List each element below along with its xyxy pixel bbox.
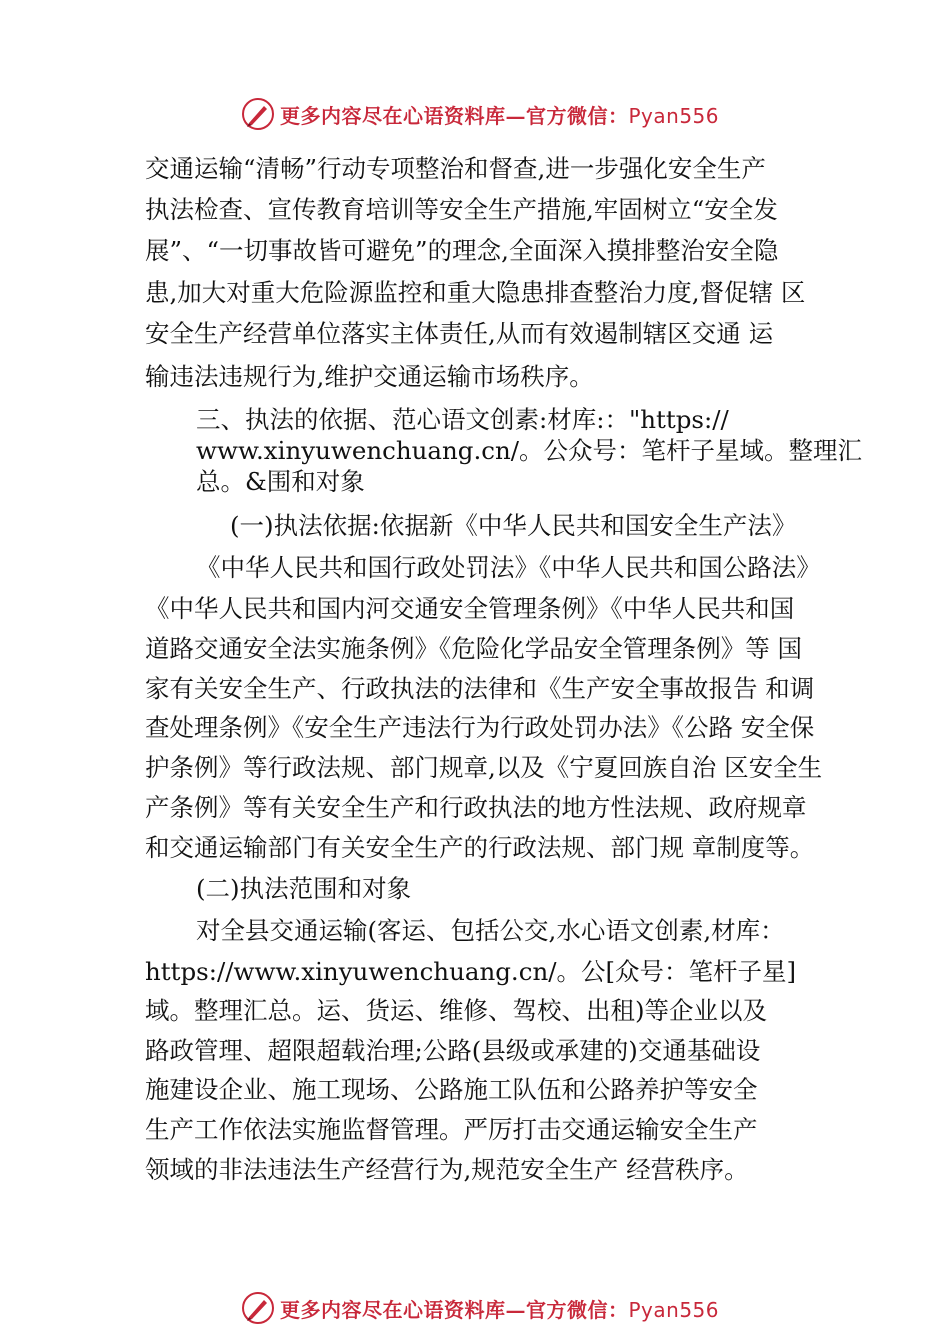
pen-logo-icon [240, 96, 276, 132]
body-line: 和交通运输部门有关安全生产的行政法规、部门规 章制度等。 [145, 833, 815, 862]
body-line: 道路交通安全法实施条例》《危险化学品安全管理条例》等 国 [145, 634, 803, 663]
page-footer-watermark [240, 1288, 719, 1328]
pen-logo-icon [240, 1290, 276, 1326]
body-line: 生产工作依法实施监督管理。严厉打击交通运输安全生产 [145, 1115, 758, 1144]
footer-label: 官方微信： [526, 1297, 629, 1322]
footer-separator: — [505, 1297, 526, 1322]
page-header-watermark [240, 94, 719, 134]
body-line: 查处理条例》《安全生产违法行为行政处罚办法》《公路 安全保 [145, 713, 815, 742]
body-line: 施建设企业、施工现场、公路施工队伍和公路养护等安全 [145, 1075, 758, 1104]
body-line: 路政管理、超限超载治理;公路(县级或承建的)交通基础设 [145, 1036, 761, 1065]
body-line: 产条例》等有关安全生产和行政执法的地方性法规、政府规章 [145, 793, 807, 822]
header-account: Pyan556 [628, 103, 720, 128]
header-brand: 更多内容尽在心语资料库 [280, 103, 506, 128]
body-line: https://www.xinyuwenchuang.cn/。公[众号：笔杆子星] [145, 957, 797, 986]
footer-brand: 更多内容尽在心语资料库 [280, 1297, 506, 1322]
body-line: 域。整理汇总。运、货运、维修、驾校、出租)等企业以及 [145, 996, 768, 1025]
body-line: 《中华人民共和国内河交通安全管理条例》《中华人民共和国 [145, 594, 795, 623]
body-line: 患,加大对重大危险源监控和重大隐患排查整治力度,督促辖 区 [145, 278, 806, 307]
body-line: 家有关安全生产、行政执法的法律和《生产安全事故报告 和调 [145, 674, 815, 703]
section-heading-line: www.xinyuwenchuang.cn/。公众号：笔杆子星域。整理汇 [196, 436, 862, 465]
body-line: 领域的非法违法生产经营行为,规范安全生产 经营秩序。 [145, 1155, 749, 1184]
body-line: 安全生产经营单位落实主体责任,从而有效遏制辖区交通 运 [145, 319, 774, 348]
body-line: 交通运输“清畅”行动专项整治和督查,进一步强化安全生产 [145, 154, 766, 183]
footer-account: Pyan556 [628, 1297, 720, 1322]
section-heading-line: 三、执法的依据、范心语文创素:材库:："https:// [196, 405, 729, 434]
body-line: 《中华人民共和国行政处罚法》《中华人民共和国公路法》 [196, 553, 821, 582]
subsection-heading-line: (一)执法依据:依据新《中华人民共和国安全生产法》 [230, 511, 797, 540]
body-line: 执法检查、宣传教育培训等安全生产措施,牢固树立“安全发 [145, 195, 778, 224]
subsection-heading-line: (二)执法范围和对象 [196, 874, 412, 903]
body-line: 护条例》等行政法规、部门规章,以及《宁夏回族自治 区安全生 [145, 753, 823, 782]
body-line: 输违法违规行为,维护交通运输市场秩序。 [145, 362, 594, 391]
section-heading-line: 总。&围和对象 [196, 467, 365, 496]
body-line: 对全县交通运输(客运、包括公交,水心语文创素,材库： [196, 916, 785, 945]
body-line: 展”、“一切事故皆可避免”的理念,全面深入摸排整治安全隐 [145, 236, 779, 265]
header-separator: — [505, 103, 526, 128]
header-label: 官方微信： [526, 103, 629, 128]
